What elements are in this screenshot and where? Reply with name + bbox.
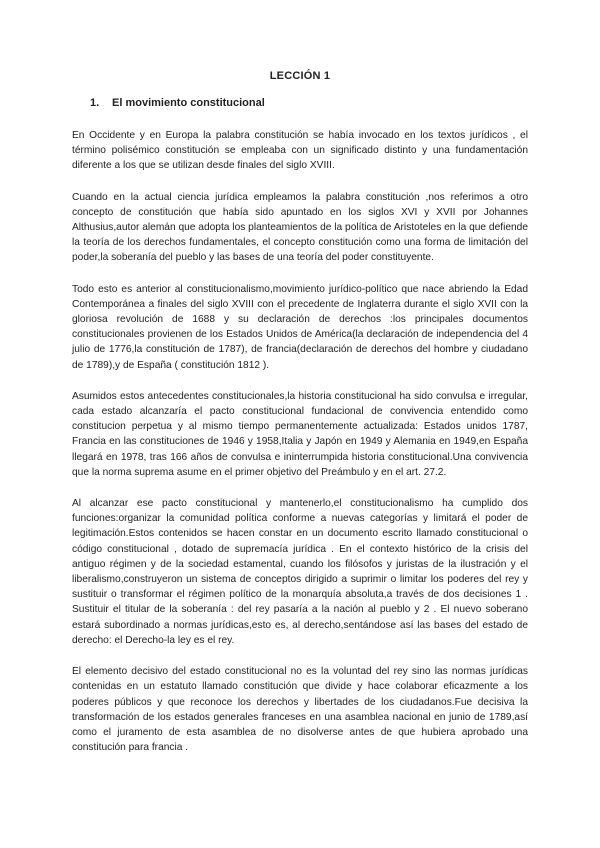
paragraph-6: El elemento decisivo del estado constitucional no es la voluntad del rey sino las normas jurídicas contenidas en un estatuto llamado constitución que divide y hace colaborar eficazmente a los poderes públicos y que reconoce los derechos y libertades de los ciudadanos.Fue decisiva la transformación de los estados generales franceses en una asamblea nacional en junio de 1789,así como el juramento de esta asamblea de no disolverse antes de que hubiera aprobado una constitución para francia .	[72, 666, 528, 754]
paragraph-5: Al alcanzar ese pacto constitucional y mantenerlo,el constitucionalismo ha cumplido dos funciones:organizar la comunidad política conforme a nuevas categorías y limitará el poder de legitimación.Estos contenidos se hacen constar en un documento escrito llamado constitucional o código constitucional , dotado de supremacía jurídica . En el contexto histórico de la crisis del antiguo régimen y de la sociedad estamental, cuando los filósofos y juristas de la ilustración y el liberalismo,construyeron un sistema de conceptos dirigido a suprimir o limitar los poderes del rey y sustituir o transformar el régimen político de la monarquía absoluta,a través de dos decisiones 1 . Sustituir el titular de la soberanía : del rey pasaría a la nación al pueblo y 2 . El nuevo soberano estará subordinado a normas jurídicas,esto es, al derecho,sentándose así las bases del estado de derecho: el Derecho-la ley es el rey.	[72, 498, 528, 646]
section-number: 1.	[90, 97, 100, 109]
paragraph-3: Todo esto es anterior al constitucionalismo,movimiento jurídico-político que nace abriendo la Edad Contemporánea a finales del siglo XVIII con el precedente de Inglaterra durante el siglo XVII con la gloriosa revolución de 1688 y su declaración de derechos :los principales documentos constitucionales provienen de los Estados Unidos de América(la declaración de independencia del 4 julio de 1776,la constitución de 1787), de francia(declaración de derechos del hombre y ciudadano de 1789),y de España ( constitución 1812 ).	[72, 283, 528, 371]
lesson-title: LECCIÓN 1	[269, 70, 331, 82]
paragraph-4: Asumidos estos antecedentes constitucionales,la historia constitucional ha sido convulsa e irregular, cada estado alcanzaría el pacto constitucional fundacional de convivencia entendido como constitucion perpetua y al mismo tiempo permanentemente actualizada: Estados unidos 1787, Francia en las constituciones de 1946 y 1958,Italia y Japón en 1949 y Alemania en 1949,en España llegará en 1978, tras 166 años de convulsa e ininterrumpida historia constitucional.Una convivencia que la norma suprema asume en el primer objetivo del Preámbulo y en el art. 27.2.	[72, 390, 528, 478]
paragraph-1: En Occidente y en Europa la palabra constitución se había invocado en los textos jurídicos , el término polisémico constitución se empleaba con un significado distinto y una fundamentación diferente a los que se utilizan desde finales del siglo XVIII.	[72, 130, 528, 172]
section-heading-text: El movimiento constitucional	[112, 97, 265, 109]
section-heading	[90, 97, 528, 109]
paragraph-2: Cuando en la actual ciencia jurídica empleamos la palabra constitución ,nos referimos a otro concepto de constitución que había sido apuntado en los siglos XVI y XVII por Johannes Althusius,autor alemán que adopta los planteamientos de la política de Aristoteles en la que defiende la teoría de los derechos fundamentales, el concepto constitución como una forma de limitación del poder,la soberanía del pueblo y las bases de una teoría del poder constituyente.	[72, 191, 528, 264]
